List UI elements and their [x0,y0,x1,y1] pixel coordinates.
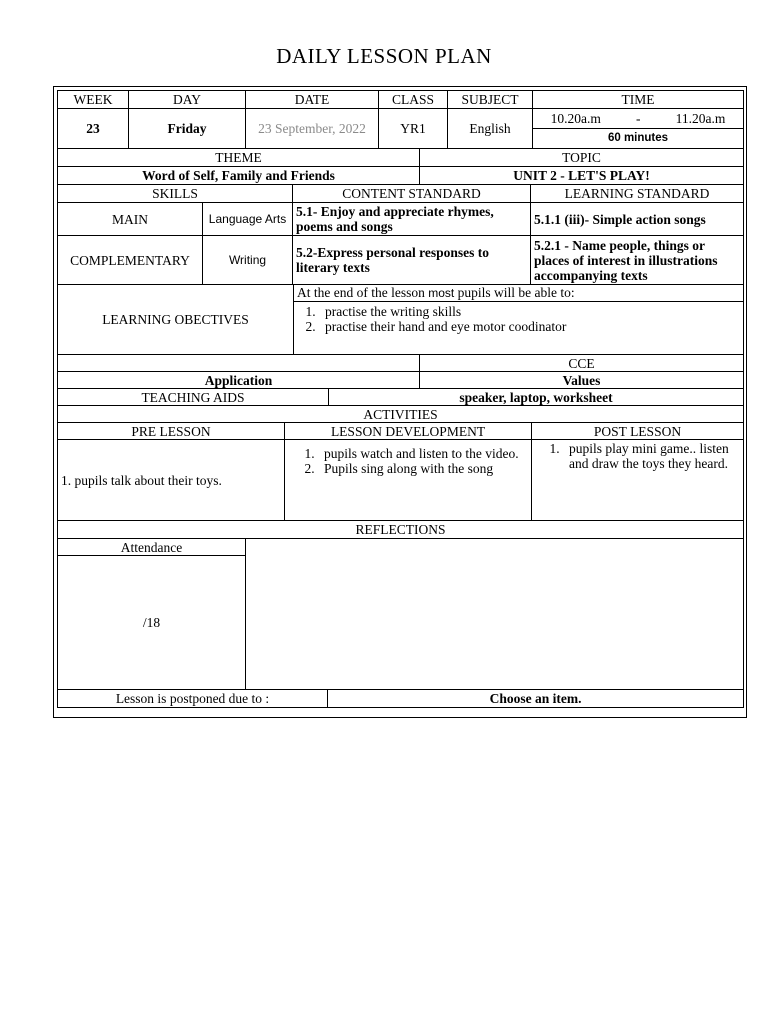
theme-topic-table [57,148,744,185]
postponed-label: Lesson is postponed due to : [58,690,328,708]
day-value: Friday [129,109,246,149]
class-header: CLASS [379,91,448,109]
pre-lesson-text: 1. pupils talk about their toys. [58,440,285,521]
objective-item: 2. practise their hand and eye motor coodinator [319,319,740,334]
theme-value: Word of Self, Family and Friends [58,167,420,185]
duration-value: 60 minutes [607,132,669,144]
activities-label: ACTIVITIES [58,406,744,423]
cce-values: Values [420,372,744,389]
complementary-content-standard: 5.2-Express personal responses to literary texts [293,236,531,285]
objectives-list-cell [294,302,744,355]
skills-header: SKILLS [58,185,293,203]
time-start: 10.20a.m [550,111,601,126]
learning-standard-header: LEARNING STANDARD [531,185,744,203]
cce-table [57,354,744,389]
date-field[interactable]: 23 September, 2022 [246,109,379,149]
objectives-intro: At the end of the lesson most pupils will be able to: [294,285,744,302]
post-lesson-header: POST LESSON [532,423,744,440]
objective-item: 1. practise the writing skills [319,304,740,319]
week-value: 23 [58,109,129,149]
attendance-label: Attendance [58,539,246,556]
topic-label: TOPIC [420,149,744,167]
main-learning-standard: 5.1.1 (iii)- Simple action songs [531,203,744,236]
teaching-aids-value: speaker, laptop, worksheet [329,389,744,406]
cce-application: Application [58,372,420,389]
complementary-skill: Writing [203,236,293,285]
reflections-table [57,520,744,708]
subject-header: SUBJECT [448,91,533,109]
postponed-reason-dropdown[interactable]: Choose an item. [328,690,744,708]
reflections-label: REFLECTIONS [58,521,744,539]
time-dash: - [635,111,641,126]
main-skill: Language Arts [203,203,293,236]
week-header: WEEK [58,91,129,109]
pre-lesson-header: PRE LESSON [58,423,285,440]
complementary-learning-standard: 5.2.1 - Name people, things or places of interest in illustrations accompanying texts [531,236,744,285]
skills-table [57,184,744,285]
topic-value: UNIT 2 - LET'S PLAY! [420,167,744,185]
post-lesson-cell [532,440,744,521]
cce-blank [58,355,420,372]
lesson-development-cell [285,440,532,521]
lesson-plan-table [57,90,743,714]
reflections-notes[interactable] [246,539,744,690]
page-title: DAILY LESSON PLAN [276,44,492,68]
info-table [57,90,744,149]
cce-label: CCE [420,355,744,372]
main-label: MAIN [58,203,203,236]
teaching-aids-label: TEACHING AIDS [58,389,329,406]
lesson-development-list [288,446,528,476]
objectives-list [297,304,740,334]
post-lesson-list [535,441,740,471]
subject-value: English [448,109,533,149]
time-cell [533,109,744,149]
activities-table [57,405,744,521]
attendance-value: /18 [58,556,246,690]
objectives-table [57,284,744,355]
activity-item: 2. Pupils sing along with the song [318,461,528,476]
teaching-aids-table [57,388,744,406]
theme-label: THEME [58,149,420,167]
complementary-label: COMPLEMENTARY [58,236,203,285]
class-value: YR1 [379,109,448,149]
day-header: DAY [129,91,246,109]
main-content-standard: 5.1- Enjoy and appreciate rhymes, poems and songs [293,203,531,236]
content-standard-header: CONTENT STANDARD [293,185,531,203]
time-end: 11.20a.m [675,111,726,126]
time-header: TIME [533,91,744,109]
date-header: DATE [246,91,379,109]
activity-item: 1. pupils play mini game.. listen and draw the toys they heard. [563,441,740,471]
learning-objectives-label: LEARNING OBECTIVES [58,285,294,355]
lesson-development-header: LESSON DEVELOPMENT [285,423,532,440]
activity-item: 1. pupils watch and listen to the video. [318,446,528,461]
